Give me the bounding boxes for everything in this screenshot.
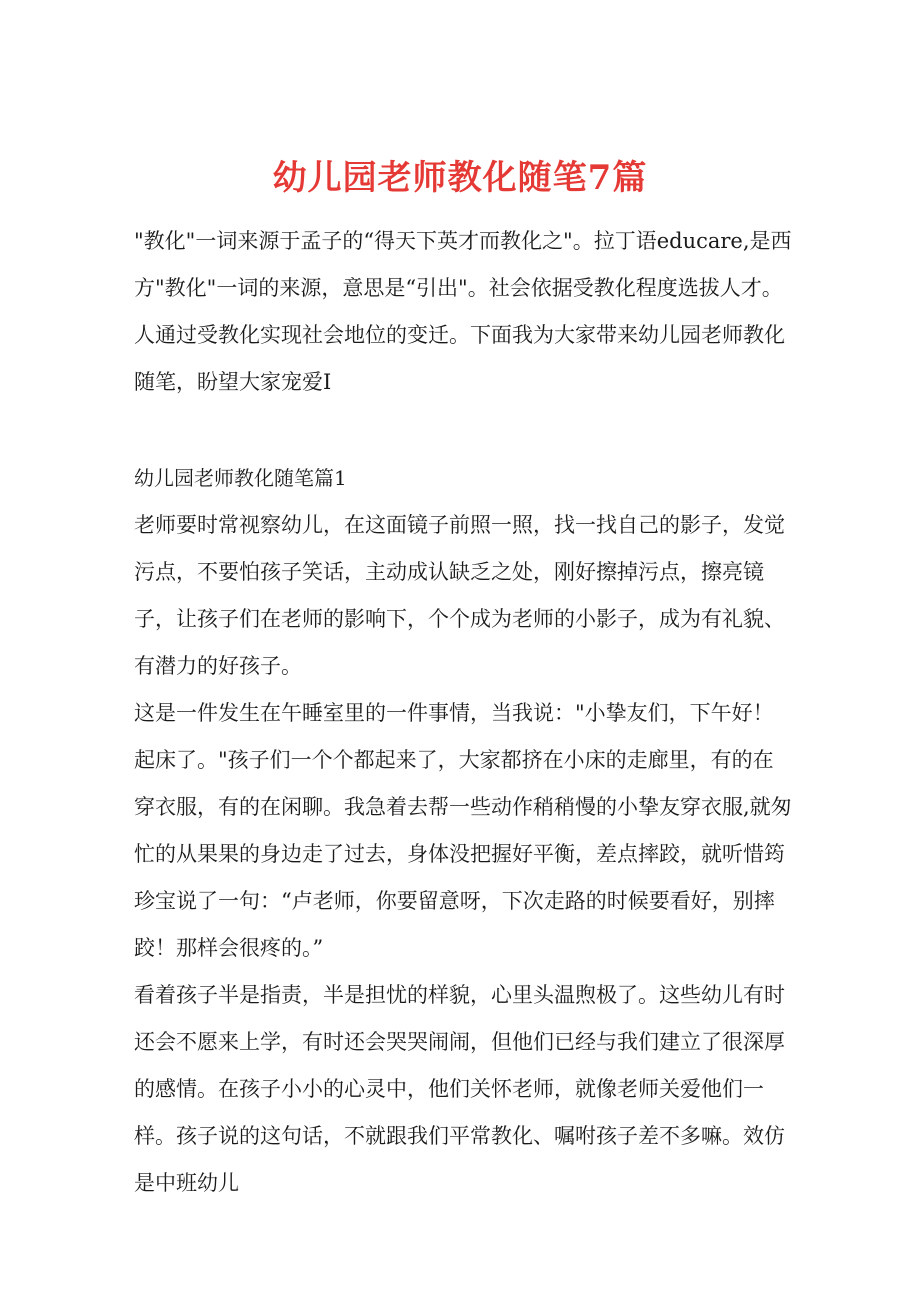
- section-1: [134, 458, 794, 1207]
- body-paragraph-3: 看着孩子半是指责，半是担忧的样貌，心里头温煦极了。这些幼儿有时还会不愿来上学，有时还会哭哭闹闹，但他们已经与我们建立了很深厚的感情。在孩子小小的心灵中，他们关怀老师，就像老师关爱他们一样。孩子说的这句话，不就跟我们平常教化、嘱咐孩子差不多嘛。效仿是中班幼儿: [134, 983, 785, 1195]
- document-title: 幼儿园老师教化随笔7篇: [272, 157, 648, 198]
- section-heading: 幼儿园老师教化随笔篇1: [134, 466, 347, 490]
- body-paragraph-1: 老师要时常视察幼儿，在这面镜子前照一照，找一找自己的影子，发觉污点，不要怕孩子笑话，主动成认缺乏之处，刚好擦掉污点，擦亮镜子，让孩子们在老师的影响下，个个成为老师的小影子，成为有礼貌、有潜力的好孩子。: [134, 513, 785, 678]
- intro-paragraph: "教化"一词来源于孟子的“得天下英才而教化之"。拉丁语educare,是西方"教化"一词的来源，意思是“引出"。社会依据受教化程度选拔人才。人通过受教化实现社会地位的变迁。下面我为大家带来幼儿园老师教化随笔，盼望大家宠爱I: [134, 229, 792, 394]
- body-paragraph-2: 这是一件发生在午睡室里的一件事情，当我说："小挚友们，下午好！起床了。"孩子们一个个都起来了，大家都挤在小床的走廊里，有的在穿衣服，有的在闲聊。我急着去帮一些动作稍稍慢的小挚友穿衣服,就匆忙的从果果的身边走了过去，身体没把握好平衡，差点摔跤，就听惜筠珍宝说了一句：“卢老师，你要留意呀，下次走路的时候要看好，别摔跤！那样会很疼的。”: [134, 701, 792, 960]
